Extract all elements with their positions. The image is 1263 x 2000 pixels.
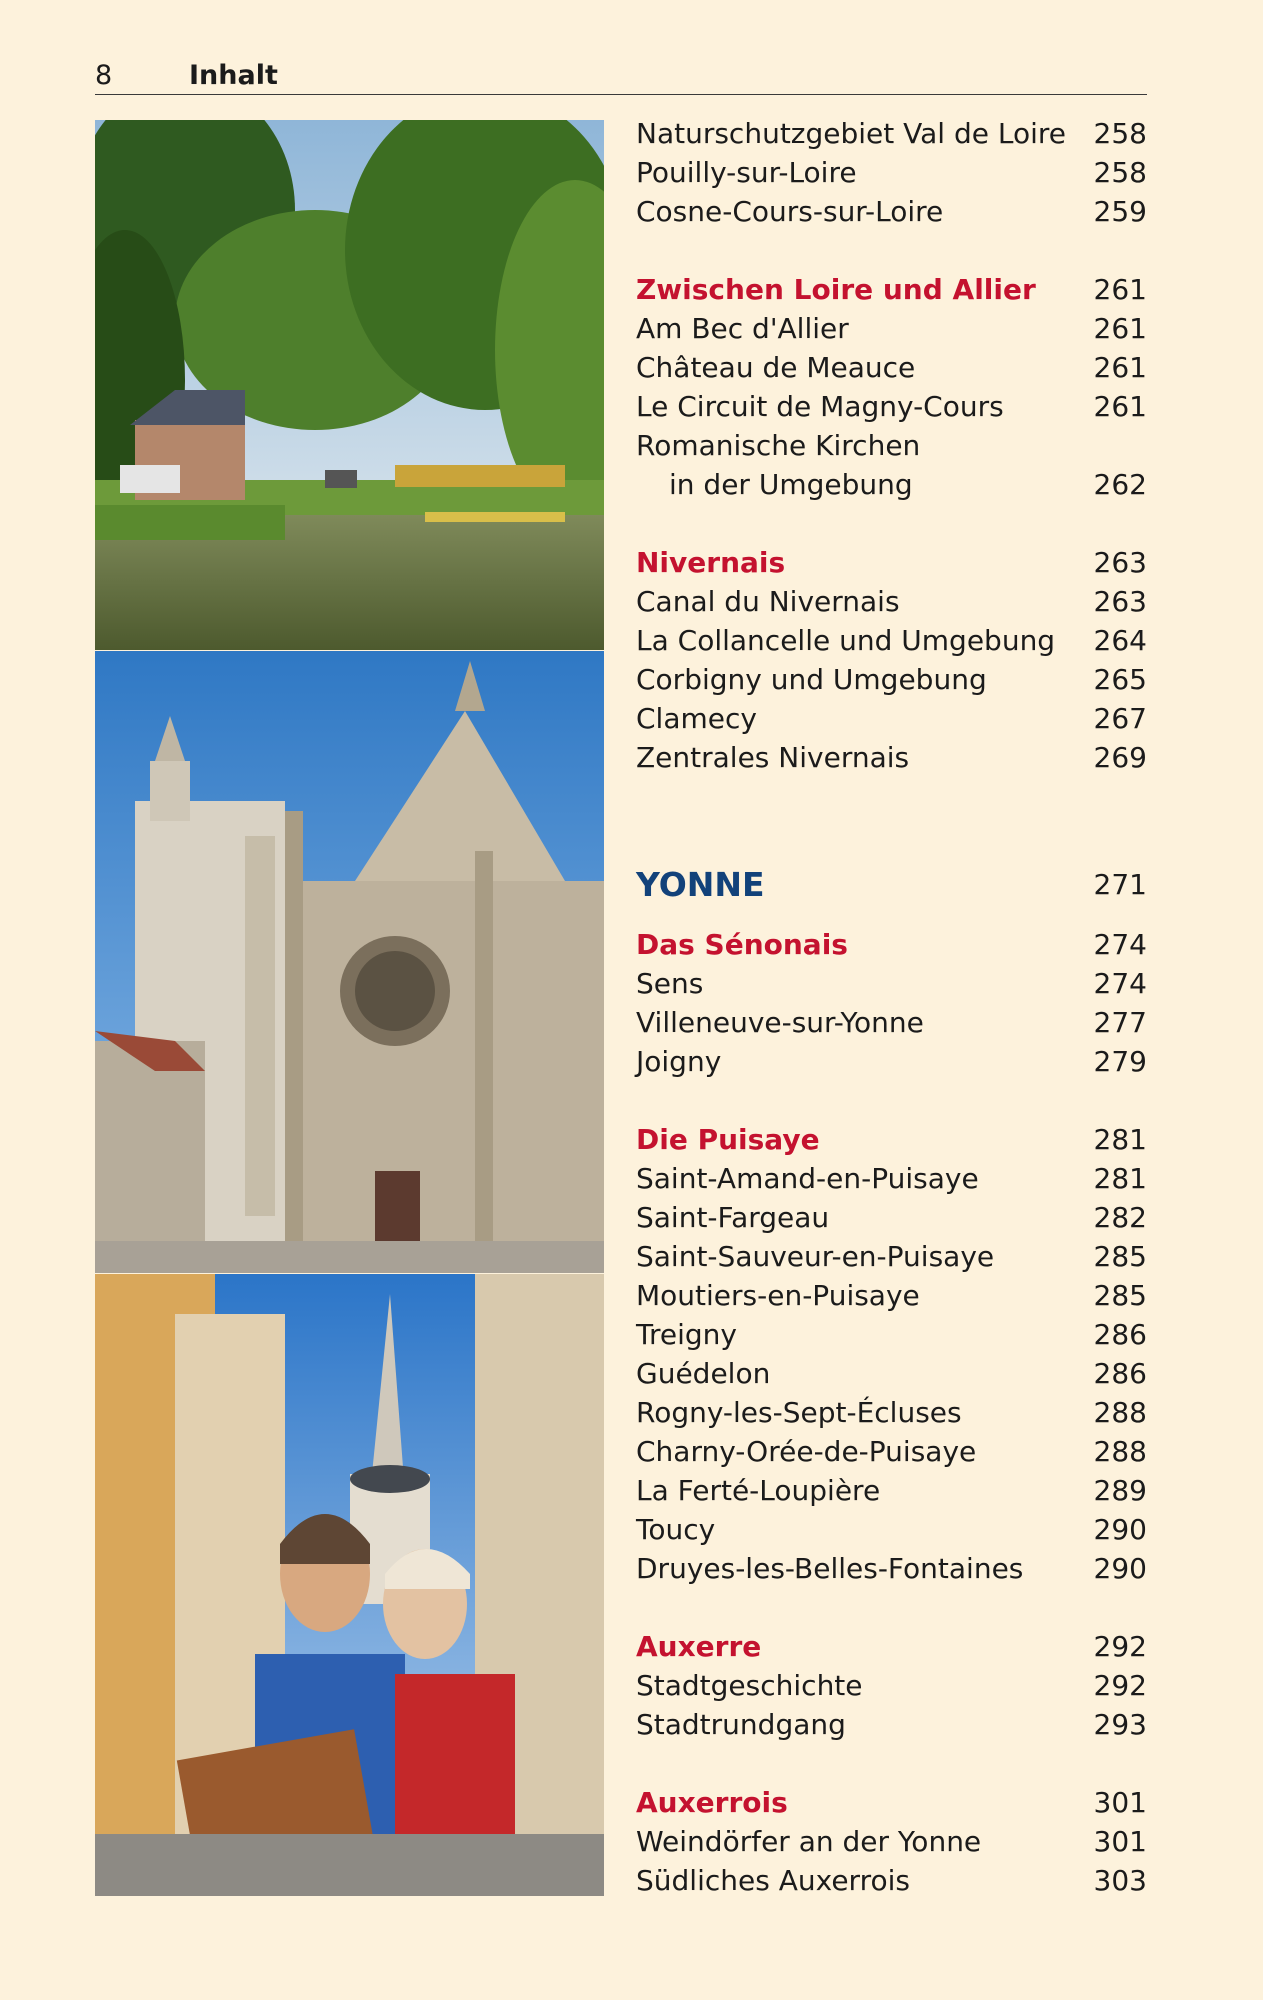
toc-subheading[interactable] (636, 1783, 1147, 1822)
toc-entry-label: Romanische Kirchen (636, 429, 921, 462)
toc-entry-label: Saint-Amand-en-Puisaye (636, 1162, 979, 1195)
toc-entry-page: 267 (1093, 702, 1147, 735)
toc-subheading-label: Die Puisaye (636, 1123, 820, 1156)
toc-entry[interactable] (636, 1471, 1147, 1510)
toc-subheading-page: 281 (1093, 1123, 1147, 1156)
toc-entry-page: 303 (1093, 1864, 1147, 1897)
toc-entry-page: 262 (1093, 468, 1147, 501)
toc-entry-label: Clamecy (636, 702, 757, 735)
toc-subheading-label: Nivernais (636, 546, 786, 579)
toc-entry-page: 288 (1093, 1435, 1147, 1468)
toc-subheading[interactable] (636, 925, 1147, 964)
statue-photo (95, 1274, 604, 1896)
toc-entry-page: 261 (1093, 351, 1147, 384)
toc-group-auxerre (636, 1627, 1147, 1744)
toc-entry-page: 290 (1093, 1552, 1147, 1585)
toc-entry-page: 265 (1093, 663, 1147, 696)
toc-subheading[interactable] (636, 270, 1147, 309)
toc-entry-label: Sens (636, 967, 704, 1000)
toc-entry-label: Treigny (636, 1318, 737, 1351)
toc-entry-page: 286 (1093, 1357, 1147, 1390)
toc-entry-label: in der Umgebung (669, 468, 913, 501)
toc-entry[interactable] (636, 1315, 1147, 1354)
toc-subheading[interactable] (636, 1120, 1147, 1159)
toc-group-zwischen-loire-und-allier (636, 270, 1147, 504)
toc-region-page: 271 (1093, 868, 1147, 901)
toc-entry[interactable] (636, 192, 1147, 231)
toc-entry-page: 288 (1093, 1396, 1147, 1429)
toc-subheading[interactable] (636, 1627, 1147, 1666)
toc-group-nivernais (636, 543, 1147, 777)
toc-group-loire (636, 114, 1147, 231)
toc-entry-label: Pouilly-sur-Loire (636, 156, 857, 189)
toc-entry-label: Zentrales Nivernais (636, 741, 910, 774)
toc-entry-page: 274 (1093, 967, 1147, 1000)
toc-entry[interactable] (636, 348, 1147, 387)
toc-entry[interactable] (636, 964, 1147, 1003)
toc-entry[interactable] (636, 699, 1147, 738)
toc-entry[interactable] (636, 1237, 1147, 1276)
canal-photo (95, 120, 604, 650)
toc-entry-page: 301 (1093, 1825, 1147, 1858)
toc-entry-label: Toucy (636, 1513, 716, 1546)
toc-entry[interactable] (636, 1198, 1147, 1237)
toc-entry-label: Am Bec d'Allier (636, 312, 849, 345)
toc-entry-page: 263 (1093, 585, 1147, 618)
toc-entry[interactable] (636, 1861, 1147, 1900)
toc-entry-page: 261 (1093, 390, 1147, 423)
toc-entry[interactable] (636, 1276, 1147, 1315)
toc-entry-page: 285 (1093, 1279, 1147, 1312)
toc-entry-page: 261 (1093, 312, 1147, 345)
page-number: 8 (95, 60, 113, 91)
toc-entry-page: 279 (1093, 1045, 1147, 1078)
toc-entry-label: Stadtgeschichte (636, 1669, 863, 1702)
toc-entry-continuation[interactable] (636, 465, 1147, 504)
toc-subheading-page: 301 (1093, 1786, 1147, 1819)
toc-region-label: YONNE (636, 865, 765, 904)
toc-entry[interactable] (636, 1705, 1147, 1744)
toc-entry-label: Druyes-les-Belles-Fontaines (636, 1552, 1024, 1585)
toc-subheading-label: Auxerre (636, 1630, 762, 1663)
toc-entry-label: Saint-Sauveur-en-Puisaye (636, 1240, 995, 1273)
toc-entry-page: 282 (1093, 1201, 1147, 1234)
toc-entry[interactable] (636, 387, 1147, 426)
toc-entry[interactable] (636, 1432, 1147, 1471)
toc-subheading-label: Zwischen Loire und Allier (636, 273, 1036, 306)
toc-entry-label: Corbigny und Umgebung (636, 663, 987, 696)
table-of-contents (636, 114, 1147, 1900)
cathedral-photo (95, 651, 604, 1273)
toc-entry-page: 259 (1093, 195, 1147, 228)
toc-entry-page: 285 (1093, 1240, 1147, 1273)
toc-subheading[interactable] (636, 543, 1147, 582)
toc-entry[interactable] (636, 1393, 1147, 1432)
toc-entry[interactable] (636, 621, 1147, 660)
toc-entry[interactable] (636, 114, 1147, 153)
toc-entry-page: 281 (1093, 1162, 1147, 1195)
toc-entry[interactable] (636, 1003, 1147, 1042)
toc-entry[interactable] (636, 1042, 1147, 1081)
toc-entry[interactable] (636, 1822, 1147, 1861)
toc-entry-page: 258 (1093, 117, 1147, 150)
toc-subheading-label: Auxerrois (636, 1786, 788, 1819)
toc-entry-label: Villeneuve-sur-Yonne (636, 1006, 924, 1039)
toc-entry-label: La Ferté-Loupière (636, 1474, 881, 1507)
toc-entry[interactable] (636, 309, 1147, 348)
toc-entry-page: 264 (1093, 624, 1147, 657)
toc-entry[interactable] (636, 582, 1147, 621)
photo-column (95, 120, 604, 1896)
toc-entry-page: 286 (1093, 1318, 1147, 1351)
toc-entry-label: Moutiers-en-Puisaye (636, 1279, 920, 1312)
toc-group-senonais (636, 925, 1147, 1081)
toc-subheading-page: 292 (1093, 1630, 1147, 1663)
toc-subheading-label: Das Sénonais (636, 928, 848, 961)
toc-entry-label: Naturschutzgebiet Val de Loire (636, 117, 1067, 150)
toc-subheading-page: 263 (1093, 546, 1147, 579)
toc-entry[interactable] (636, 1510, 1147, 1549)
toc-entry[interactable] (636, 660, 1147, 699)
toc-entry-page: 293 (1093, 1708, 1147, 1741)
toc-entry-label: Cosne-Cours-sur-Loire (636, 195, 944, 228)
toc-entry-page: 269 (1093, 741, 1147, 774)
toc-entry-label: La Collancelle und Umgebung (636, 624, 1056, 657)
toc-entry[interactable] (636, 1159, 1147, 1198)
toc-entry-label: Saint-Fargeau (636, 1201, 830, 1234)
toc-entry-label: Joigny (636, 1045, 722, 1078)
toc-entry-label: Charny-Orée-de-Puisaye (636, 1435, 977, 1468)
toc-entry[interactable] (636, 153, 1147, 192)
toc-entry-page: 290 (1093, 1513, 1147, 1546)
toc-entry-label: Le Circuit de Magny-Cours (636, 390, 1004, 423)
toc-entry-page: 258 (1093, 156, 1147, 189)
toc-subheading-page: 274 (1093, 928, 1147, 961)
page-header (95, 56, 1147, 95)
toc-entry-label: Weindörfer an der Yonne (636, 1825, 982, 1858)
toc-entry[interactable] (636, 1549, 1147, 1588)
toc-entry-label: Südliches Auxerrois (636, 1864, 910, 1897)
toc-entry-label: Stadtrundgang (636, 1708, 846, 1741)
toc-entry-label: Guédelon (636, 1357, 771, 1390)
toc-entry[interactable] (636, 426, 1147, 465)
toc-entry-page: 289 (1093, 1474, 1147, 1507)
toc-entry-label: Rogny-les-Sept-Écluses (636, 1396, 962, 1429)
toc-entry[interactable] (636, 1354, 1147, 1393)
toc-subheading-page: 261 (1093, 273, 1147, 306)
toc-region-heading[interactable] (636, 855, 1147, 915)
toc-entry[interactable] (636, 738, 1147, 777)
toc-group-auxerrois (636, 1783, 1147, 1900)
toc-entry-label: Château de Meauce (636, 351, 916, 384)
toc-entry[interactable] (636, 1666, 1147, 1705)
toc-entry-page: 277 (1093, 1006, 1147, 1039)
toc-group-puisaye (636, 1120, 1147, 1588)
toc-entry-page: 292 (1093, 1669, 1147, 1702)
running-head: Inhalt (189, 60, 278, 91)
toc-entry-label: Canal du Nivernais (636, 585, 900, 618)
